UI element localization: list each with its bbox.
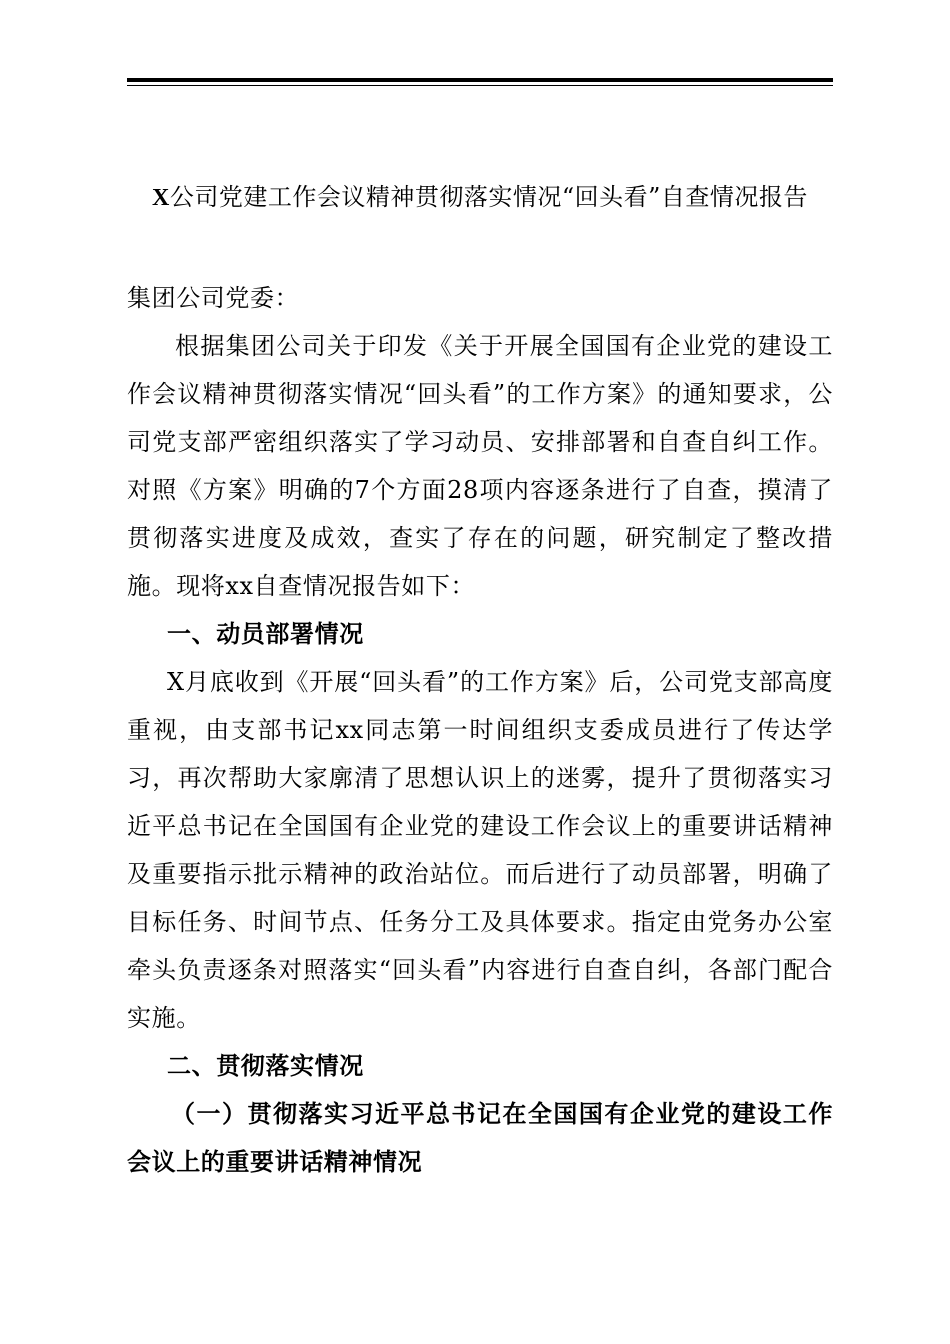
header-rule-thin [127, 85, 833, 86]
header-rule-thick [127, 78, 833, 82]
mobilization-paragraph: X月底收到《开展“回头看”的工作方案》后，公司党支部高度重视，由支部书记xx同志第一时间组织支委成员进行了传达学习，再次帮助大家廓清了思想认识上的迷雾，提升了贯彻落实习近平总书记在全国国有企业党的建设工作会议上的重要讲话精神及重要指示批示精神的政治站位。而后进行了动员部署，明确了目标任务、时间节点、任务分工及具体要求。指定由党务办公室牵头负责逐条对照落实“回头看”内容进行自查自纠，各部门配合实施。 [127, 668, 833, 1032]
subsection-heading-speech-spirit: （一）贯彻落实习近平总书记在全国国有企业党的建设工作会议上的重要讲话精神情况 [127, 1099, 833, 1176]
title-prefix: X [152, 185, 170, 211]
section-heading-mobilization: 一、动员部署情况 [167, 619, 364, 648]
salutation: 集团公司党委： [127, 284, 300, 312]
intro-paragraph: 根据集团公司关于印发《关于开展全国国有企业党的建设工作会议精神贯彻落实情况“回头看”的工作方案》的通知要求，公司党支部严密组织落实了学习动员、安排部署和自查自纠工作。对照《方案》明确的7个方面28项内容逐条进行了自查，摸清了贯彻落实进度及成效，查实了存在的问题，研究制定了整改措施。现将xx自查情况报告如下： [127, 332, 833, 600]
document-title [127, 178, 833, 217]
section-heading-implementation: 二、贯彻落实情况 [167, 1051, 364, 1080]
title-text: 公司党建工作会议精神贯彻落实情况“回头看”自查情况报告 [169, 183, 808, 211]
